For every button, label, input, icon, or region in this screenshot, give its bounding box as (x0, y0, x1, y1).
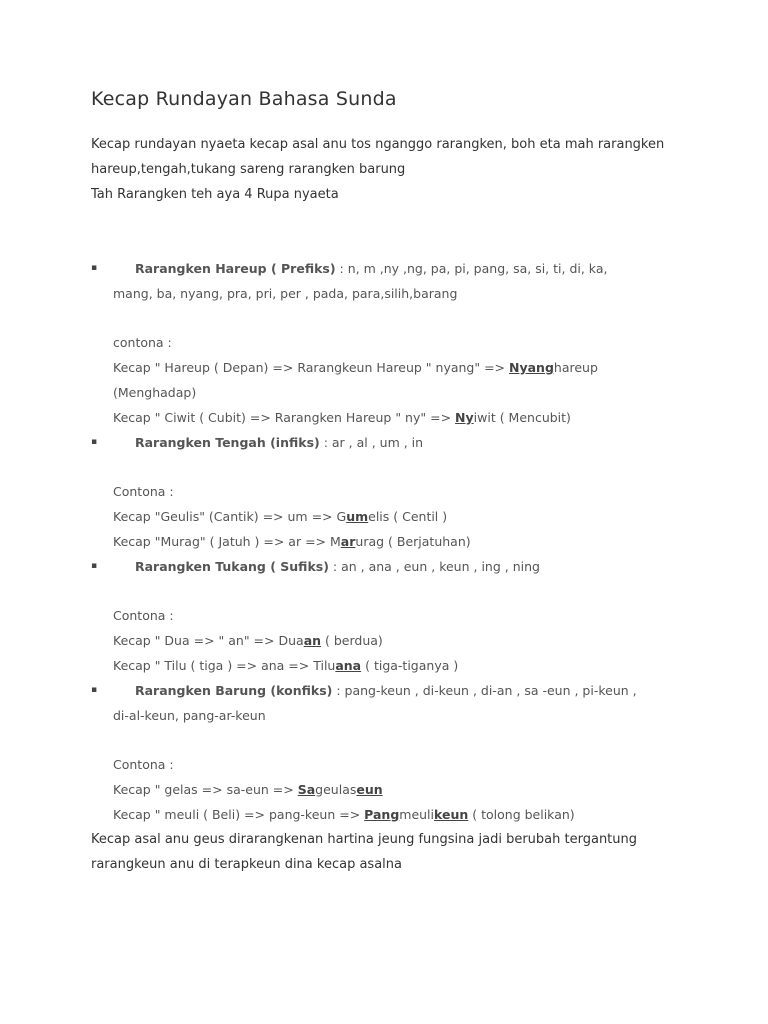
section-desc: : ar , al , um , in (319, 435, 424, 450)
section-desc: : n, m ,ny ,ng, pa, pi, pang, sa, si, ti, di, ka, (335, 261, 608, 276)
example-line: Kecap " Ciwit ( Cubit) => Rarangken Hareup " ny" => Nyiwit ( Mencubit) (113, 410, 571, 425)
section-konfiks (91, 678, 691, 827)
bullet-icon: ▪ (91, 561, 98, 571)
section-infiks (91, 430, 691, 554)
example-line: Kecap " Hareup ( Depan) => Rarangkeun Hareup " nyang" => Nyanghareup (113, 360, 598, 375)
section-heading: Rarangken Tengah (infiks) (135, 435, 320, 450)
contona-label: Contona : (113, 757, 174, 772)
example-line: (Menghadap) (113, 385, 197, 400)
section-heading: Rarangken Tukang ( Sufiks) (135, 559, 329, 574)
section-desc-cont: mang, ba, nyang, pra, pri, per , pada, para,silih,barang (113, 286, 458, 301)
section-desc: : an , ana , eun , keun , ing , ning (328, 559, 540, 574)
example-line: Kecap "Murag" ( Jatuh ) => ar => Marurag ( Berjatuhan) (113, 534, 471, 549)
bullet-icon: ▪ (91, 685, 98, 695)
contona-label: contona : (113, 335, 172, 350)
intro-line: hareup,tengah,tukang sareng rarangken barung (91, 162, 406, 177)
contona-label: Contona : (113, 484, 174, 499)
contona-label: Contona : (113, 608, 174, 623)
example-line: Kecap " Dua => " an" => Duaan ( berdua) (113, 633, 383, 648)
closing-paragraph (91, 827, 691, 877)
example-line: Kecap " gelas => sa-eun => Sageulaseun (113, 782, 383, 797)
bullet-icon: ▪ (91, 437, 98, 447)
intro-line: Kecap rundayan nyaeta kecap asal anu tos nganggo rarangken, boh eta mah rarangken (91, 137, 665, 152)
section-heading: Rarangken Barung (konfiks) (135, 683, 333, 698)
example-line: Kecap " Tilu ( tiga ) => ana => Tiluana ( tiga-tiganya ) (113, 658, 459, 673)
intro-paragraph (91, 132, 691, 207)
document-page (91, 88, 691, 877)
closing-line: rarangkeun anu di terapkeun dina kecap asalna (91, 857, 402, 872)
section-heading: Rarangken Hareup ( Prefiks) (135, 261, 336, 276)
example-line: Kecap " meuli ( Beli) => pang-keun => Pangmeulikeun ( tolong belikan) (113, 807, 575, 822)
intro-line: Tah Rarangken teh aya 4 Rupa nyaeta (91, 187, 339, 202)
section-desc: : pang-keun , di-keun , di-an , sa -eun , pi-keun , (332, 683, 637, 698)
closing-line: Kecap asal anu geus dirarangkenan hartina jeung fungsina jadi berubah tergantung (91, 832, 638, 847)
section-desc-cont: di-al-keun, pang-ar-keun (113, 708, 266, 723)
bullet-icon: ▪ (91, 263, 98, 273)
example-line: Kecap "Geulis" (Cantik) => um => Gumelis ( Centil ) (113, 509, 448, 524)
page-title: Kecap Rundayan Bahasa Sunda (91, 88, 397, 110)
section-prefiks (91, 256, 691, 430)
section-sufiks (91, 554, 691, 678)
